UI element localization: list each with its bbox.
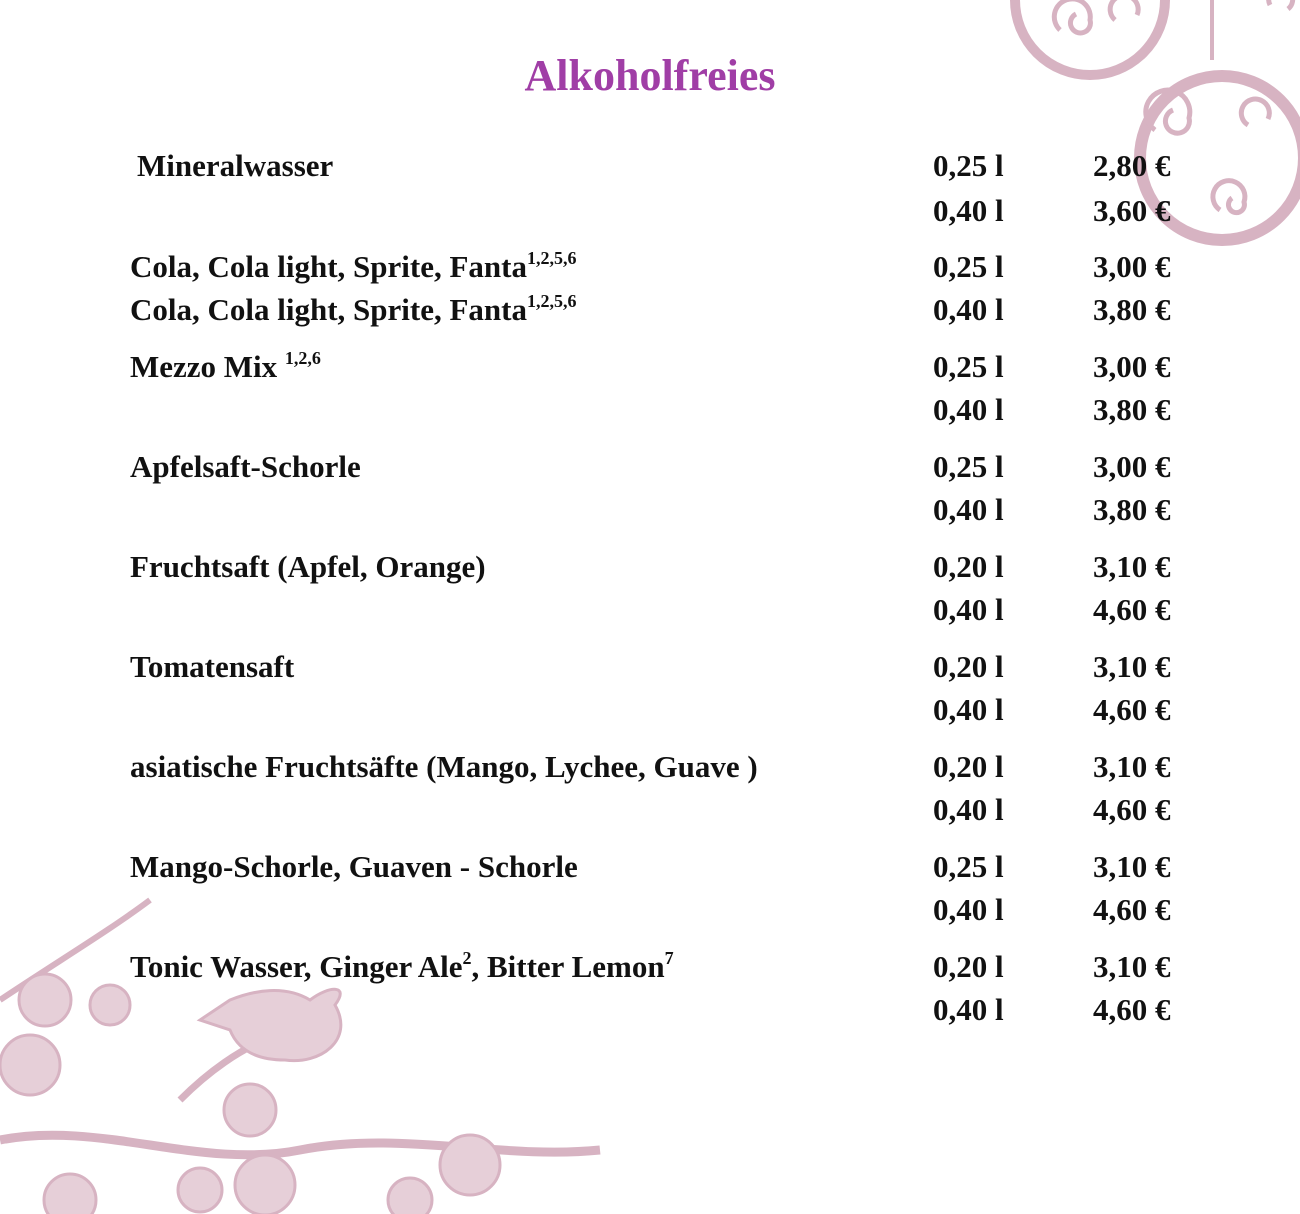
item-volume: 0,25 l: [933, 349, 1004, 384]
menu-row: [0, 849, 1300, 893]
item-volume: 0,40 l: [933, 592, 1004, 627]
menu-row: [0, 692, 1300, 736]
item-name-text: Cola, Cola light, Sprite, Fanta: [130, 292, 527, 327]
item-name-text: Mezzo Mix: [130, 349, 285, 384]
item-volume: 0,20 l: [933, 549, 1004, 584]
item-name: [130, 349, 321, 385]
menu-row: [0, 549, 1300, 593]
item-volume: 0,25 l: [933, 849, 1004, 884]
allergen-superscript: 2: [462, 948, 472, 968]
menu-row: [0, 749, 1300, 793]
item-price: 3,60 €: [1093, 193, 1171, 228]
allergen-superscript: 1,2,6: [284, 348, 321, 368]
item-price: 3,80 €: [1093, 492, 1171, 527]
item-price: 4,60 €: [1093, 692, 1171, 727]
item-volume: 0,40 l: [933, 992, 1004, 1027]
item-name: [130, 449, 361, 485]
allergen-superscript: 1,2,5,6: [526, 248, 577, 268]
item-volume: 0,40 l: [933, 692, 1004, 727]
menu-row: [0, 392, 1300, 436]
item-volume: 0,40 l: [933, 193, 1004, 228]
item-name-text: Fruchtsaft (Apfel, Orange): [130, 549, 486, 584]
item-volume: 0,20 l: [933, 649, 1004, 684]
item-name-text: Mineralwasser: [137, 148, 334, 183]
item-name-text: Cola, Cola light, Sprite, Fanta: [130, 249, 527, 284]
item-volume: 0,25 l: [933, 148, 1004, 183]
item-volume: 0,20 l: [933, 949, 1004, 984]
menu-row: [0, 949, 1300, 993]
menu-row: [0, 349, 1300, 393]
item-volume: 0,25 l: [933, 249, 1004, 284]
item-name-text: Apfelsaft-Schorle: [130, 449, 361, 484]
item-name: [130, 949, 674, 985]
menu-row: [0, 249, 1300, 293]
menu-row: [0, 792, 1300, 836]
menu-row: [0, 649, 1300, 693]
allergen-superscript: 7: [664, 948, 674, 968]
item-price: 4,60 €: [1093, 892, 1171, 927]
menu-row: [0, 292, 1300, 336]
item-name: [130, 749, 758, 785]
page-title: Alkoholfreies: [524, 51, 776, 100]
allergen-superscript: 1,2,5,6: [526, 291, 577, 311]
menu-row: [0, 449, 1300, 493]
item-name: [130, 649, 294, 685]
item-name-text: , Bitter Lemon: [471, 949, 665, 984]
item-volume: 0,25 l: [933, 449, 1004, 484]
item-price: 3,10 €: [1093, 949, 1171, 984]
item-volume: 0,40 l: [933, 892, 1004, 927]
item-volume: 0,40 l: [933, 792, 1004, 827]
menu-row: [0, 992, 1300, 1036]
item-volume: 0,40 l: [933, 392, 1004, 427]
item-volume: 0,20 l: [933, 749, 1004, 784]
item-name: [130, 249, 576, 285]
item-volume: 0,40 l: [933, 292, 1004, 327]
item-name: [130, 292, 576, 328]
item-price: 4,60 €: [1093, 592, 1171, 627]
menu-row: [0, 592, 1300, 636]
item-price: 4,60 €: [1093, 792, 1171, 827]
item-name-text: asiatische Fruchtsäfte (Mango, Lychee, Guave ): [130, 749, 758, 784]
item-price: 3,10 €: [1093, 649, 1171, 684]
menu-row: [0, 148, 1300, 192]
item-price: 3,00 €: [1093, 449, 1171, 484]
item-name: [130, 549, 486, 585]
item-price: 3,10 €: [1093, 549, 1171, 584]
item-price: 3,00 €: [1093, 349, 1171, 384]
item-price: 3,80 €: [1093, 292, 1171, 327]
item-price: 3,10 €: [1093, 749, 1171, 784]
item-volume: 0,40 l: [933, 492, 1004, 527]
item-name-text: Tomatensaft: [130, 649, 295, 684]
item-name-text: Tonic Wasser, Ginger Ale: [130, 949, 463, 984]
menu-row: [0, 892, 1300, 936]
item-price: 3,80 €: [1093, 392, 1171, 427]
item-price: 4,60 €: [1093, 992, 1171, 1027]
item-price: 2,80 €: [1093, 148, 1171, 183]
menu-row: [0, 193, 1300, 237]
menu-row: [0, 492, 1300, 536]
item-name: [130, 849, 578, 885]
item-name-text: Mango-Schorle, Guaven - Schorle: [130, 849, 578, 884]
item-name: [137, 148, 333, 184]
item-price: 3,10 €: [1093, 849, 1171, 884]
item-price: 3,00 €: [1093, 249, 1171, 284]
